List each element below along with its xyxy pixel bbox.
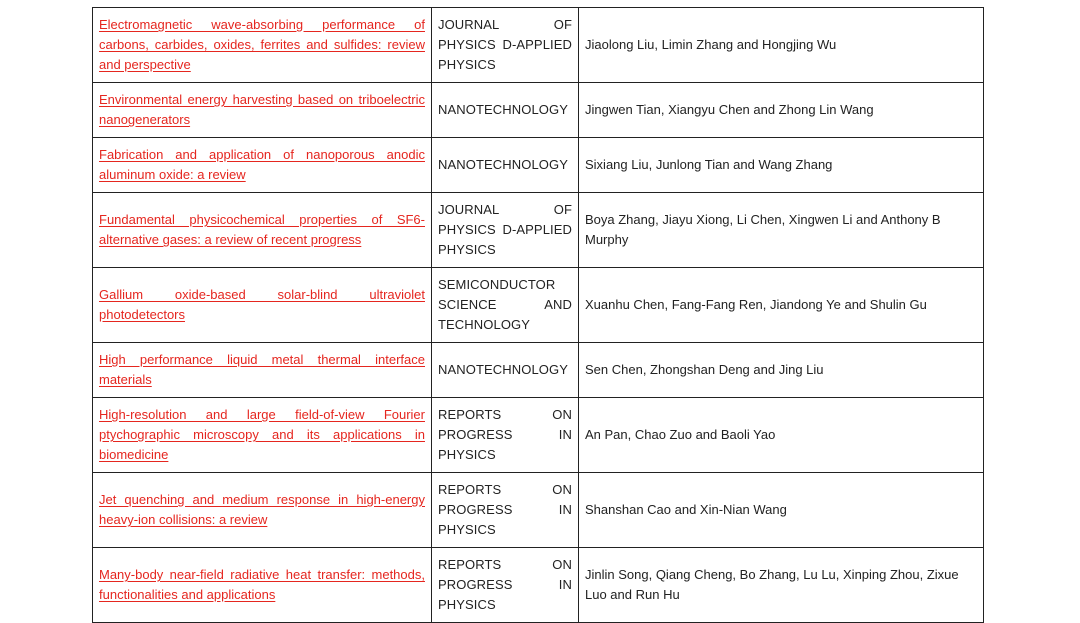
journal-cell: NANOTECHNOLOGY [432,138,579,193]
title-cell [93,268,432,343]
authors-cell: Jiaolong Liu, Limin Zhang and Hongjing Wu [579,8,984,83]
authors-cell: Shanshan Cao and Xin-Nian Wang [579,473,984,548]
journal-cell: JOURNAL OF PHYSICS D-APPLIED PHYSICS [432,193,579,268]
table-row [93,193,984,268]
title-cell [93,548,432,623]
paper-title-link[interactable]: Gallium oxide-based solar-blind ultraviolet photodetectors [99,287,425,322]
title-cell [93,138,432,193]
title-cell [93,398,432,473]
journal-cell: NANOTECHNOLOGY [432,343,579,398]
table-row [93,8,984,83]
paper-title-link[interactable]: Fabrication and application of nanoporous anodic aluminum oxide: a review [99,147,425,182]
papers-table [92,7,984,623]
authors-cell: Boya Zhang, Jiayu Xiong, Li Chen, Xingwen Li and Anthony B Murphy [579,193,984,268]
authors-cell: Xuanhu Chen, Fang-Fang Ren, Jiandong Ye and Shulin Gu [579,268,984,343]
journal-cell: REPORTS ON PROGRESS IN PHYSICS [432,398,579,473]
table-row [93,398,984,473]
title-cell [93,473,432,548]
authors-cell: Sixiang Liu, Junlong Tian and Wang Zhang [579,138,984,193]
title-cell [93,8,432,83]
table-row [93,268,984,343]
authors-cell: An Pan, Chao Zuo and Baoli Yao [579,398,984,473]
journal-cell: SEMICONDUCTOR SCIENCE AND TECHNOLOGY [432,268,579,343]
table-row [93,83,984,138]
table-row [93,548,984,623]
paper-title-link[interactable]: Environmental energy harvesting based on triboelectric nanogenerators [99,92,425,127]
paper-title-link[interactable]: Many-body near-field radiative heat transfer: methods, functionalities and applications [99,567,425,602]
title-cell [93,343,432,398]
papers-table-body [93,8,984,623]
authors-cell: Sen Chen, Zhongshan Deng and Jing Liu [579,343,984,398]
authors-cell: Jingwen Tian, Xiangyu Chen and Zhong Lin Wang [579,83,984,138]
paper-title-link[interactable]: Electromagnetic wave-absorbing performance of carbons, carbides, oxides, ferrites and sulfides: review and perspective [99,17,425,72]
title-cell [93,193,432,268]
paper-title-link[interactable]: Jet quenching and medium response in high-energy heavy-ion collisions: a review [99,492,425,527]
paper-title-link[interactable]: High-resolution and large field-of-view Fourier ptychographic microscopy and its applications in biomedicine [99,407,425,462]
table-row [93,473,984,548]
journal-cell: REPORTS ON PROGRESS IN PHYSICS [432,473,579,548]
journal-cell: JOURNAL OF PHYSICS D-APPLIED PHYSICS [432,8,579,83]
table-row [93,343,984,398]
journal-cell: REPORTS ON PROGRESS IN PHYSICS [432,548,579,623]
title-cell [93,83,432,138]
authors-cell: Jinlin Song, Qiang Cheng, Bo Zhang, Lu Lu, Xinping Zhou, Zixue Luo and Run Hu [579,548,984,623]
journal-cell: NANOTECHNOLOGY [432,83,579,138]
table-row [93,138,984,193]
paper-title-link[interactable]: High performance liquid metal thermal interface materials [99,352,425,387]
paper-title-link[interactable]: Fundamental physicochemical properties of SF6-alternative gases: a review of recent progress [99,212,425,247]
